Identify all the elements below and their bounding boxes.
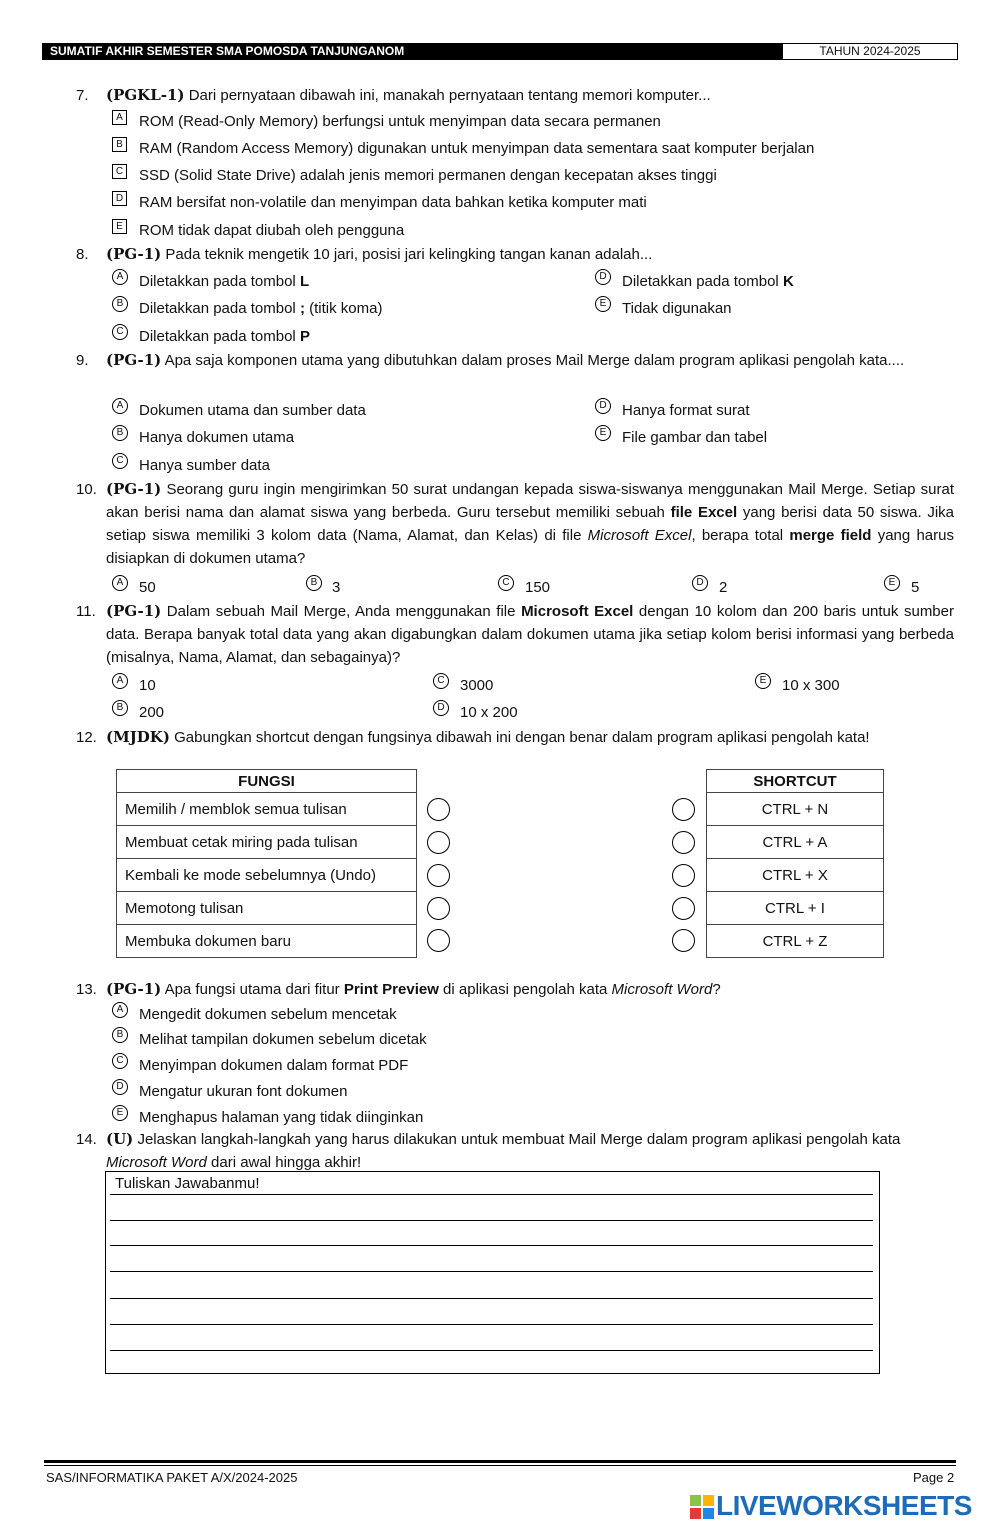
fungsi-table [116, 769, 417, 958]
question-number: 11. [76, 603, 96, 620]
option-b-radio[interactable]: B [112, 296, 128, 312]
option-e-radio[interactable]: E [112, 1105, 128, 1121]
option-a-text: 50 [139, 579, 156, 596]
option-c-radio[interactable]: C [433, 673, 449, 689]
option-e-radio[interactable]: E [595, 296, 611, 312]
option-a-checkbox[interactable]: A [112, 110, 127, 125]
match-left-dot[interactable] [427, 831, 450, 854]
fungsi-cell: Membuat cetak miring pada tulisan [117, 826, 417, 859]
option-c-text: 150 [525, 579, 551, 596]
question-tag: (PG-1) [106, 480, 162, 498]
answer-placeholder: Tuliskan Jawabanmu! [115, 1175, 260, 1192]
question-text: Pada teknik mengetik 10 jari, posisi jari kelingking tangan kanan adalah... [161, 246, 653, 263]
header-title: SUMATIF AKHIR SEMESTER SMA POMOSDA TANJUNGANOM [42, 43, 782, 60]
option-c-radio[interactable]: C [498, 575, 514, 591]
footer-divider [44, 1465, 956, 1466]
option-a-radio[interactable]: A [112, 575, 128, 591]
option-e-text: 10 x 300 [782, 677, 840, 694]
question-tag: (PG-1) [106, 980, 162, 998]
shortcut-cell: CTRL + I [707, 892, 884, 925]
option-a-text: ROM (Read-Only Memory) berfungsi untuk menyimpan data secara permanen [139, 113, 661, 130]
answer-line [110, 1220, 873, 1221]
option-d-radio[interactable]: D [692, 575, 708, 591]
footer-page: Page 2 [913, 1470, 955, 1485]
option-c-text: SSD (Solid State Drive) adalah jenis memori permanen dengan kecepatan akses tinggi [139, 167, 717, 184]
option-c-text: Diletakkan pada tombol P [139, 328, 310, 345]
match-right-dot[interactable] [672, 897, 695, 920]
shortcut-header: SHORTCUT [707, 770, 884, 793]
question-tag: (PG-1) [106, 602, 162, 620]
option-b-text: 3 [332, 579, 341, 596]
fungsi-cell: Membuka dokumen baru [117, 925, 417, 958]
option-b-radio[interactable]: B [112, 700, 128, 716]
answer-line [110, 1324, 873, 1325]
option-c-text: Menyimpan dokumen dalam format PDF [139, 1057, 409, 1074]
question-number: 12. [76, 729, 97, 746]
option-c-radio[interactable]: C [112, 453, 128, 469]
option-e-checkbox[interactable]: E [112, 219, 127, 234]
option-b-text: Hanya dokumen utama [139, 429, 295, 446]
option-b-text: Diletakkan pada tombol ; (titik koma) [139, 300, 383, 317]
match-left-dot[interactable] [427, 798, 450, 821]
question-number: 14. [76, 1131, 97, 1148]
question-text: Dari pernyataan dibawah ini, manakah pernyataan tentang memori komputer... [184, 87, 711, 104]
match-left-dot[interactable] [427, 929, 450, 952]
question-number: 13. [76, 981, 97, 998]
header-year: TAHUN 2024-2025 [782, 43, 958, 60]
option-b-text: RAM (Random Access Memory) digunakan untuk menyimpan data sementara saat komputer berjalan [139, 140, 815, 157]
answer-line [110, 1245, 873, 1246]
option-d-text: Diletakkan pada tombol K [622, 273, 794, 290]
shortcut-cell: CTRL + Z [707, 925, 884, 958]
option-d-text: 2 [719, 579, 728, 596]
question-tag: (PG-1) [106, 245, 162, 263]
option-b-radio[interactable]: B [112, 425, 128, 441]
option-b-text: 200 [139, 704, 165, 721]
match-right-dot[interactable] [672, 798, 695, 821]
liveworksheets-logo-icon [690, 1495, 714, 1519]
question-number: 9. [76, 352, 89, 369]
answer-line [110, 1194, 873, 1195]
option-b-text: Melihat tampilan dokumen sebelum dicetak [139, 1031, 427, 1048]
option-e-radio[interactable]: E [595, 425, 611, 441]
option-a-radio[interactable]: A [112, 673, 128, 689]
answer-line [110, 1298, 873, 1299]
question-tag: (MJDK) [106, 728, 170, 746]
footer-left: SAS/INFORMATIKA PAKET A/X/2024-2025 [46, 1470, 298, 1485]
option-e-text: 5 [911, 579, 920, 596]
option-a-text: Diletakkan pada tombol L [139, 273, 310, 290]
question-tag: (PGKL-1) [106, 86, 185, 104]
option-a-text: Mengedit dokumen sebelum mencetak [139, 1006, 397, 1023]
question-text: Gabungkan shortcut dengan fungsinya dibawah ini dengan benar dalam program aplikasi pengolah kata! [169, 729, 870, 746]
question-number: 7. [76, 87, 89, 104]
answer-line [110, 1350, 873, 1351]
question-number: 10. [76, 481, 97, 498]
shortcut-table [706, 769, 884, 958]
option-c-radio[interactable]: C [112, 1053, 128, 1069]
footer-divider [44, 1460, 956, 1463]
answer-line [110, 1271, 873, 1272]
option-a-radio[interactable]: A [112, 269, 128, 285]
option-b-checkbox[interactable]: B [112, 137, 127, 152]
option-d-checkbox[interactable]: D [112, 191, 127, 206]
match-right-dot[interactable] [672, 864, 695, 887]
answer-textarea[interactable] [105, 1171, 880, 1374]
option-d-radio[interactable]: D [433, 700, 449, 716]
option-a-text: Dokumen utama dan sumber data [139, 402, 366, 419]
fungsi-cell: Memilih / memblok semua tulisan [117, 793, 417, 826]
option-e-text: ROM tidak dapat diubah oleh pengguna [139, 222, 405, 239]
option-d-radio[interactable]: D [595, 269, 611, 285]
option-a-radio[interactable]: A [112, 1002, 128, 1018]
option-c-text: 3000 [460, 677, 494, 694]
option-e-radio[interactable]: E [884, 575, 900, 591]
match-left-dot[interactable] [427, 864, 450, 887]
match-left-dot[interactable] [427, 897, 450, 920]
fungsi-cell: Kembali ke mode sebelumnya (Undo) [117, 859, 417, 892]
option-a-radio[interactable]: A [112, 398, 128, 414]
shortcut-cell: CTRL + X [707, 859, 884, 892]
question-number: 8. [76, 246, 89, 263]
option-d-text: Mengatur ukuran font dokumen [139, 1083, 348, 1100]
option-c-checkbox[interactable]: C [112, 164, 127, 179]
option-b-radio[interactable]: B [306, 575, 322, 591]
question-text: Apa saja komponen utama yang dibutuhkan dalam proses Mail Merge dalam program aplikasi pengolah kata.... [161, 352, 905, 369]
option-b-radio[interactable]: B [112, 1027, 128, 1043]
shortcut-cell: CTRL + N [707, 793, 884, 826]
question-tag: (U) [106, 1130, 134, 1148]
option-e-text: File gambar dan tabel [622, 429, 768, 446]
option-e-text: Menghapus halaman yang tidak diinginkan [139, 1109, 424, 1126]
option-e-text: Tidak digunakan [622, 300, 732, 317]
match-right-dot[interactable] [672, 831, 695, 854]
option-d-text: 10 x 200 [460, 704, 518, 721]
question-tag: (PG-1) [106, 351, 162, 369]
option-e-radio[interactable]: E [755, 673, 771, 689]
option-d-text: RAM bersifat non-volatile dan menyimpan data bahkan ketika komputer mati [139, 194, 647, 211]
liveworksheets-brand[interactable]: LIVEWORKSHEETS [716, 1490, 972, 1521]
fungsi-header: FUNGSI [117, 770, 417, 793]
fungsi-cell: Memotong tulisan [117, 892, 417, 925]
option-d-text: Hanya format surat [622, 402, 750, 419]
option-c-text: Hanya sumber data [139, 457, 270, 474]
option-a-text: 10 [139, 677, 156, 694]
shortcut-cell: CTRL + A [707, 826, 884, 859]
option-d-radio[interactable]: D [112, 1079, 128, 1095]
option-d-radio[interactable]: D [595, 398, 611, 414]
option-c-radio[interactable]: C [112, 324, 128, 340]
match-right-dot[interactable] [672, 929, 695, 952]
